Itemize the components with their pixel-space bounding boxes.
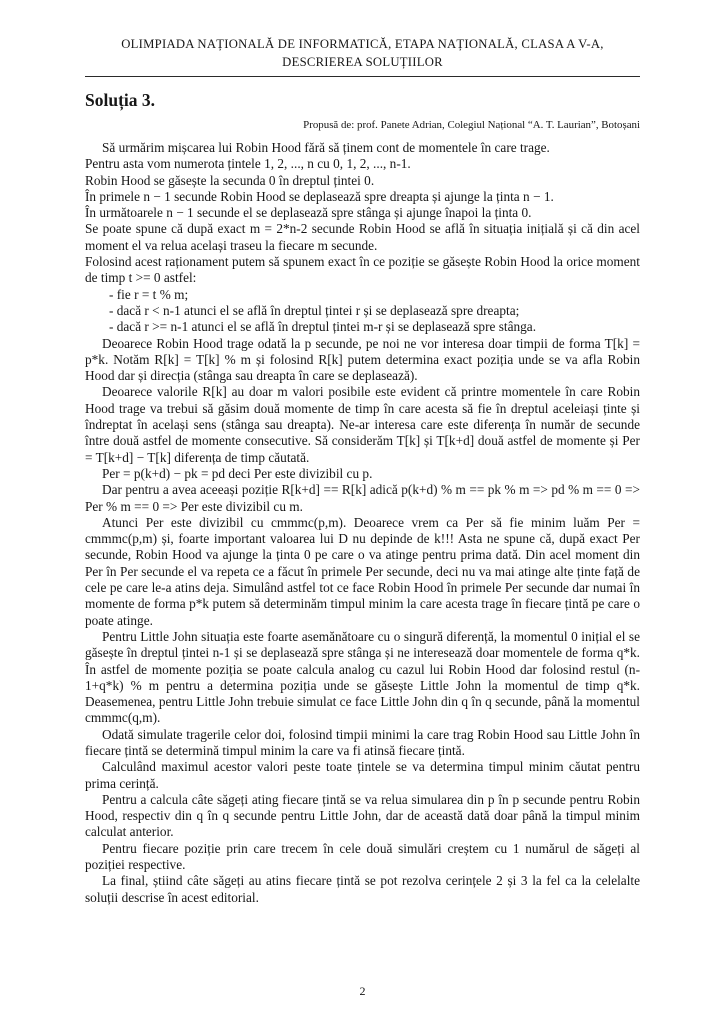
intro-line: Să urmărim mișcarea lui Robin Hood fără să ținem cont de momentele în care trage. bbox=[102, 140, 550, 155]
intro-line: În următoarele n − 1 secunde el se deplasează spre stânga și ajunge înapoi la ținta 0. bbox=[85, 205, 532, 221]
body-paragraph: Deoarece valorile R[k] au doar m valori posibile este evident că printre momentele în care Robin Hood trage va trebui să găsim două momente de timp în care acesta să fie în dreptul aceleiași ținte și îndreptat în același sens (stânga sau dreapta). Ne-ar interesa care este diferența în număr de secunde între două astfel de momente consecutive. Să considerăm T[k] și T[k+d] două astfel de momente și Per = T[k+d] − T[k] diferența de timp căutată. bbox=[85, 384, 640, 465]
solution-title: Soluția 3. bbox=[85, 90, 156, 110]
body-paragraph: Pentru fiecare poziție prin care trecem în cele două simulări creștem cu 1 numărul de săgeți al poziției respective. bbox=[85, 840, 640, 873]
header-rule bbox=[85, 76, 640, 77]
body-paragraph: Pentru a calcula câte săgeți ating fiecare țintă se va relua simularea din p în p secunde pentru Robin Hood, respectiv din q în q secunde pentru Little John, dar de această dată doar până la timpul minim calculat anterior. bbox=[85, 791, 640, 840]
intro-line: Robin Hood se găsește la secunda 0 în dreptul țintei 0. bbox=[85, 172, 375, 188]
case-list-item: - dacă r >= n-1 atunci el se află în dreptul țintei m-r și se deplasează spre stânga. bbox=[109, 319, 537, 335]
body-paragraph: La final, știind câte săgeți au atins fiecare țintă se pot rezolva cerințele 2 și 3 la fel ca la celelalte soluții descrise în acest editorial. bbox=[85, 873, 640, 905]
header-title-line1: OLIMPIADA NAȚIONALĂ DE INFORMATICĂ, ETAPA NAȚIONALĂ, CLASA A V-A, bbox=[121, 37, 604, 51]
case-list-item: - dacă r < n-1 atunci el se află în dreptul țintei r și se deplasează spre dreapta; bbox=[109, 302, 520, 318]
intro-line: În primele n − 1 secunde Robin Hood se deplasează spre dreapta și ajunge la ținta n − 1. bbox=[85, 188, 554, 204]
body-paragraph: Dar pentru a avea aceeași poziție R[k+d] == R[k] adică p(k+d) % m == pk % m => pd % m == 0 => Per % m == 0 => Per este divizibil cu m. bbox=[85, 482, 640, 514]
case-list-item: - fie r = t % m; bbox=[109, 286, 189, 302]
document-header bbox=[85, 36, 640, 71]
intro-line: Pentru asta vom numerota țintele 1, 2, ..., n cu 0, 1, 2, ..., n-1. bbox=[85, 156, 411, 172]
author-byline: Propusă de: prof. Panete Adrian, Colegiul Național “A. T. Laurian”, Botoșani bbox=[303, 119, 640, 131]
document-body bbox=[85, 140, 640, 906]
intro-line: Folosind acest raționament putem să spunem exact în ce poziție se găsește Robin Hood la orice moment de timp t >= 0 astfel: bbox=[85, 254, 640, 286]
body-paragraph: Atunci Per este divizibil cu cmmmc(p,m). Deoarece vrem ca Per să fie minim luăm Per = cmmmc(p,m) și, foarte important valoarea lui D nu depinde de k!!! Asta ne spune că, după exact Per secunde, Robin Hood va ajunge la ținta 0 pe care o va atinge pentru prima dată. Din acel moment din Per în Per secunde el va repeta ce a făcut în primele Per secunde, deci nu va mai atinge alte ținte față de cele pe care le-a atins deja. Simulând astfel tot ce face Robin Hood în primele Per secunde dar numai în momente de forma p*k putem să determinăm timpul minim la care acesta trage în fiecare țintă pe care o poate atinge. bbox=[85, 514, 640, 628]
body-paragraph: Per = p(k+d) − pk = pd deci Per este divizibil cu p. bbox=[102, 465, 373, 481]
body-paragraph: Odată simulate tragerile celor doi, folosind timpii minimi la care trag Robin Hood sau Little John în fiecare țintă se determină timpul minim la care va fi atinsă fiecare țintă. bbox=[85, 726, 640, 758]
header-title-line2: DESCRIEREA SOLUȚIILOR bbox=[282, 54, 443, 69]
body-paragraph: Calculând maximul acestor valori peste toate țintele se va determina timpul minim căutat pentru prima cerință. bbox=[85, 759, 640, 791]
body-paragraph: Pentru Little John situația este foarte asemănătoare cu o singură diferență, la momentul 0 inițial el se găsește în dreptul țintei n-1 și se deplasează spre stânga și ne interesează doar momentele de forma q*k. În astfel de momente poziția se poate calcula analog cu cazul lui Robin Hood dar folosind restul (n-1+q*k) % m pentru a determina poziția unde se găsește Little John la momentul de timp q*k. Deasemenea, pentru Little John trebuie simulat ce face Little John din q în q secunde, până la momentul cmmmc(q,m). bbox=[85, 628, 640, 726]
page-number: 2 bbox=[359, 983, 366, 998]
body-paragraph: Deoarece Robin Hood trage odată la p secunde, pe noi ne vor interesa doar timpii de forma T[k] = p*k. Notăm R[k] = T[k] % m și folosind R[k] putem determina exact poziția unde se va afla Robin Hood dar și direcția (stânga sau dreapta în care se deplasează). bbox=[85, 335, 640, 384]
intro-line: Se poate spune că după exact m = 2*n-2 secunde Robin Hood se află în situația inițială și că din acel moment el va relua același traseu la fiecare m secunde. bbox=[85, 221, 640, 253]
